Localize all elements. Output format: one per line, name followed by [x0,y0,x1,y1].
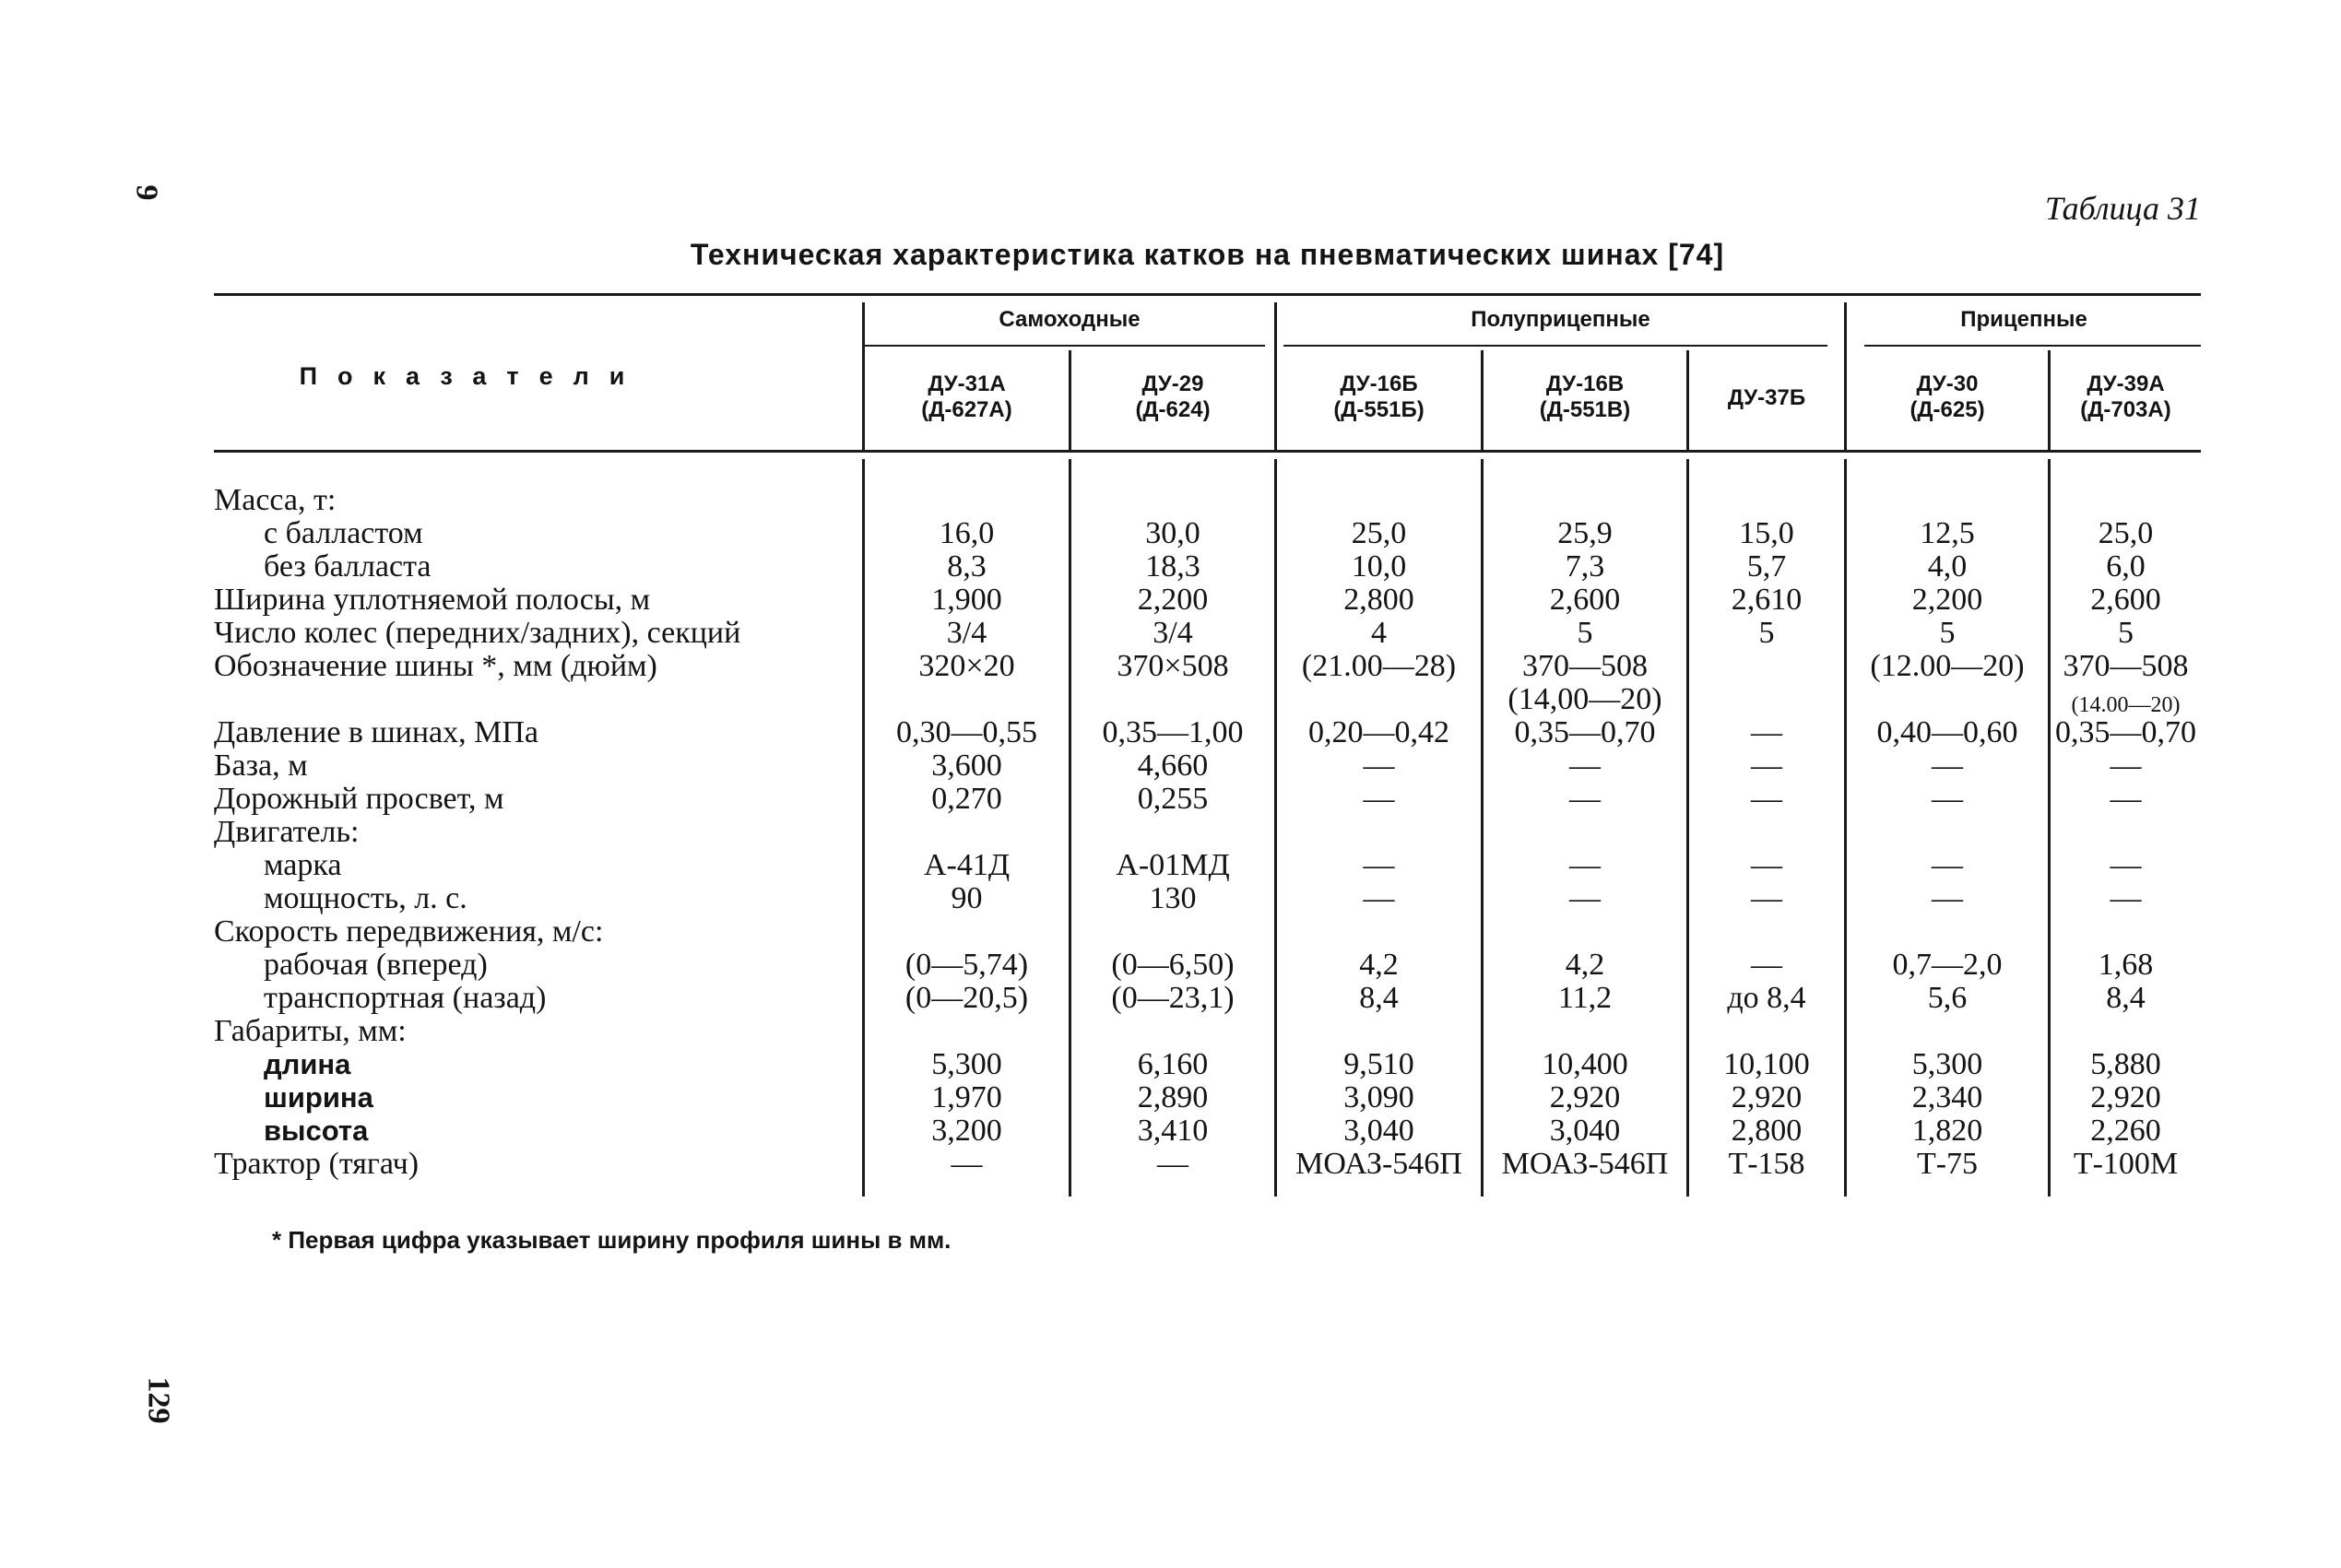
row-label: Трактор (тягач) [214,1147,420,1181]
table-cell: 4,660 [1137,749,1209,783]
column-alt-model: (Д-551Б) [1333,397,1425,422]
table-cell: 25,9 [1557,516,1613,550]
table-cell: 2,920 [1731,1080,1803,1114]
table-cell: (0—6,50) [1111,948,1235,982]
row-label: База, м [214,749,308,783]
table-cell: 3,600 [931,749,1002,783]
column-alt-model: (Д-624) [1135,397,1211,422]
spec-table [214,293,2201,1215]
table-cell: 2,600 [2090,583,2161,617]
row-label: длина [264,1048,351,1080]
table-cell: 10,0 [1351,549,1407,584]
table-cell: 2,800 [1343,583,1414,617]
table-cell: Т-75 [1916,1147,1979,1181]
table-cell: 5,7 [1746,549,1787,584]
table-cell: — [2110,782,2142,816]
table-cell: Т-100М [2073,1147,2179,1181]
table-cell: 10,400 [1542,1047,1628,1081]
table-cell: (14.00—20) [2071,693,2181,717]
table-cell: — [1751,715,1782,749]
table-cell: 370—508 [1522,649,1648,683]
table-cell: — [1751,782,1782,816]
table-cell: — [1363,749,1395,783]
table-cell: 0,35—0,70 [2055,715,2196,749]
table-cell: 8,4 [2106,981,2146,1015]
table-cell: — [1751,881,1782,915]
table-cell: 2,340 [1911,1080,1983,1114]
table-cell: — [1363,881,1395,915]
column-header [1277,371,1481,423]
table-cell: (0—5,74) [904,948,1029,982]
table-cell: 5 [2118,616,2134,650]
table-cell: 1,970 [931,1080,1002,1114]
row-label: Число колес (передних/задних), секций [214,616,741,650]
table-cell: 90 [951,881,983,915]
table-cell: 320×20 [918,649,1015,683]
column-model: ДУ-31А [928,371,1006,396]
column-alt-model: (Д-627А) [921,397,1012,422]
table-cell: — [1157,1147,1188,1181]
row-label: Ширина уплотняемой полосы, м [214,583,651,617]
page-number-bottom: 129 [141,1376,176,1424]
column-header [1847,371,2048,423]
table-cell: до 8,4 [1727,981,1806,1015]
row-label: ширина [264,1081,373,1114]
table-cell: 2,200 [1137,583,1209,617]
page-number-top: 9 [129,184,164,201]
table-cell: 3,040 [1549,1114,1621,1148]
table-cell: 8,3 [947,549,987,584]
table-cell: 12,5 [1920,516,1975,550]
column-alt-model: (Д-703А) [2080,397,2171,422]
table-cell: 2,800 [1731,1114,1803,1148]
column-model: ДУ-37Б [1727,385,1806,410]
table-cell: 15,0 [1739,516,1794,550]
table-cell: 30,0 [1145,516,1200,550]
table-cell: 18,3 [1145,549,1200,584]
row-label: Масса, т: [214,483,337,517]
column-model: ДУ-16В [1545,371,1625,396]
table-title: Техническая характеристика катков на пневматических шинах [74] [690,238,1725,271]
table-cell: 3,090 [1343,1080,1414,1114]
table-cell: 6,160 [1137,1047,1209,1081]
table-cell: 1,820 [1911,1114,1983,1148]
row-label: без балласта [264,549,432,584]
column-header [865,371,1069,423]
table-cell: (0—20,5) [904,981,1029,1015]
table-cell: — [2110,881,2142,915]
table-cell: 2,920 [1549,1080,1621,1114]
table-cell: 16,0 [939,516,995,550]
table-cell: А-01МД [1116,848,1230,882]
group-header: Полуприцепные [1471,307,1650,332]
table-cell: — [1569,782,1601,816]
group-rule-2 [1283,345,1827,347]
table-cell: 8,4 [1359,981,1399,1015]
table-cell: 0,35—0,70 [1514,715,1656,749]
column-alt-model: (Д-625) [1909,397,1985,422]
table-cell: 2,600 [1549,583,1621,617]
table-cell: 0,40—0,60 [1876,715,2018,749]
table-cell: — [1363,848,1395,882]
table-cell: — [1363,782,1395,816]
table-cell: 5,880 [2090,1047,2161,1081]
table-cell: 5 [1939,616,1956,650]
column-model: ДУ-39А [2087,371,2165,396]
row-label: Давление в шинах, МПа [214,715,539,749]
column-model: ДУ-30 [1916,371,1979,396]
table-cell: 0,7—2,0 [1892,948,2003,982]
table-cell: — [2110,848,2142,882]
table-cell: 5 [1758,616,1775,650]
table-cell: 0,270 [931,782,1002,816]
table-cell: 2,200 [1911,583,1983,617]
column-header [1071,371,1274,423]
table-cell: — [1751,948,1782,982]
table-cell: 3,200 [931,1114,1002,1148]
table-cell: 3,410 [1137,1114,1209,1148]
column-header [1484,371,1686,423]
table-cell: — [1569,749,1601,783]
table-cell: 5 [1577,616,1593,650]
table-cell: 3/4 [946,616,987,650]
table-cell: 3/4 [1153,616,1193,650]
table-cell: МОАЗ-546П [1295,1147,1462,1181]
table-cell: 6,0 [2106,549,2146,584]
table-cell: — [1751,848,1782,882]
table-cell: — [1932,749,1963,783]
table-cell: 2,920 [2090,1080,2161,1114]
table-cell: 0,35—1,00 [1102,715,1244,749]
table-cell: (0—23,1) [1111,981,1235,1015]
table-cell: — [1932,848,1963,882]
group-rule-1 [862,345,1265,347]
table-cell: А-41Д [923,848,1011,882]
table-cell: 25,0 [1351,516,1407,550]
table-cell: 4 [1371,616,1387,650]
row-label: транспортная (назад) [264,981,547,1015]
table-number: Таблица 31 [2044,190,2201,227]
table-cell: 1,900 [931,583,1002,617]
table-cell: 0,255 [1137,782,1209,816]
table-cell: 4,2 [1359,948,1399,982]
column-model: ДУ-16Б [1340,371,1418,396]
table-cell: 4,0 [1927,549,1968,584]
group-header: Самоходные [999,307,1141,332]
table-cell: 2,260 [2090,1114,2161,1148]
indicators-header: Показатели [299,362,645,390]
table-cell: — [951,1147,983,1181]
table-cell: 0,20—0,42 [1308,715,1449,749]
table-cell: 130 [1149,881,1197,915]
table-cell: — [1569,881,1601,915]
table-cell: 10,100 [1723,1047,1810,1081]
table-cell: — [2110,749,2142,783]
row-label: Дорожный просвет, м [214,782,504,816]
table-cell: 370×508 [1117,649,1229,683]
table-cell: — [1751,749,1782,783]
table-cell: 4,2 [1565,948,1605,982]
row-label: Двигатель: [214,815,360,849]
table-cell: 9,510 [1343,1047,1414,1081]
row-label: Обозначение шины *, мм (дюйм) [214,649,657,683]
table-cell: — [1569,848,1601,882]
table-cell: (14,00—20) [1507,682,1662,716]
top-rule [214,293,2201,296]
table-cell: 1,68 [2098,948,2154,982]
row-label: Скорость передвижения, м/с: [214,914,604,949]
row-label: Габариты, мм: [214,1014,407,1048]
table-cell: (12.00—20) [1870,649,2025,683]
table-cell: 5,300 [1911,1047,1983,1081]
row-label: высота [264,1114,369,1147]
table-cell: 370—508 [2063,649,2189,683]
row-label: мощность, л. с. [264,881,467,915]
row-label: рабочая (вперед) [264,948,488,982]
column-header [2051,371,2201,423]
row-label: марка [264,848,342,882]
row-label: с балластом [264,516,423,550]
table-cell: МОАЗ-546П [1501,1147,1669,1181]
group-header: Прицепные [1960,307,2087,332]
table-cell: 2,890 [1137,1080,1209,1114]
header-bottom-rule [214,450,2201,453]
table-cell: (21.00—28) [1301,649,1457,683]
table-cell: — [1932,782,1963,816]
table-cell: 5,6 [1927,981,1968,1015]
table-cell: Т-158 [1728,1147,1805,1181]
group-rule-3 [1864,345,2201,347]
table-cell: 7,3 [1565,549,1605,584]
table-cell: 11,2 [1557,981,1613,1015]
table-cell: 5,300 [931,1047,1002,1081]
footnote: * Первая цифра указывает ширину профиля шины в мм. [272,1226,952,1254]
table-cell: 0,30—0,55 [896,715,1037,749]
column-header [1689,385,1844,411]
table-cell: 2,610 [1731,583,1803,617]
column-alt-model: (Д-551В) [1539,397,1631,422]
table-cell: — [1932,881,1963,915]
column-model: ДУ-29 [1141,371,1204,396]
table-cell: 3,040 [1343,1114,1414,1148]
table-cell: 25,0 [2098,516,2154,550]
